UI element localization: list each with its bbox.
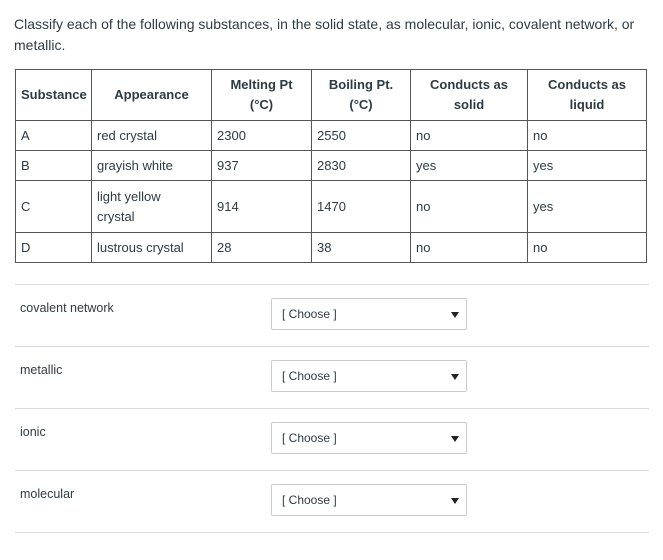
- caret-down-icon: [451, 498, 459, 504]
- header-melting-point: Melting Pt (°C): [212, 70, 312, 121]
- cell-melting: 28: [212, 233, 312, 263]
- cell-conducts-solid: no: [411, 121, 528, 151]
- cell-conducts-liquid: yes: [528, 181, 647, 233]
- classification-dropdown[interactable]: [271, 360, 467, 392]
- cell-conducts-liquid: no: [528, 233, 647, 263]
- answer-label: ionic: [20, 425, 46, 439]
- cell-substance: D: [16, 233, 92, 263]
- answer-label: metallic: [20, 363, 63, 377]
- dropdown-selected-value: [ Choose ]: [282, 307, 337, 321]
- cell-substance: C: [16, 181, 92, 233]
- cell-substance: B: [16, 151, 92, 181]
- cell-melting: 914: [212, 181, 312, 233]
- cell-melting: 937: [212, 151, 312, 181]
- dropdown-selected-value: [ Choose ]: [282, 431, 337, 445]
- answer-row-ionic: [15, 408, 649, 470]
- cell-appearance: grayish white: [92, 151, 212, 181]
- cell-conducts-liquid: no: [528, 121, 647, 151]
- caret-down-icon: [451, 436, 459, 442]
- table-row: [16, 121, 647, 151]
- dropdown-selected-value: [ Choose ]: [282, 493, 337, 507]
- substance-table: [15, 69, 647, 263]
- header-conducts-solid: Conducts as solid: [411, 70, 528, 121]
- cell-boiling: 38: [312, 233, 411, 263]
- classification-dropdown[interactable]: [271, 422, 467, 454]
- table-row: [16, 151, 647, 181]
- cell-appearance: light yellow crystal: [92, 181, 212, 233]
- cell-conducts-solid: no: [411, 233, 528, 263]
- table-row: [16, 233, 647, 263]
- header-appearance: Appearance: [92, 70, 212, 121]
- classification-dropdown[interactable]: [271, 484, 467, 516]
- header-substance: Substance: [16, 70, 92, 121]
- cell-substance: A: [16, 121, 92, 151]
- answer-row-molecular: [15, 470, 649, 533]
- caret-down-icon: [451, 312, 459, 318]
- cell-conducts-liquid: yes: [528, 151, 647, 181]
- cell-boiling: 1470: [312, 181, 411, 233]
- answer-row-metallic: [15, 346, 649, 408]
- caret-down-icon: [451, 374, 459, 380]
- answer-label: molecular: [20, 487, 75, 501]
- classification-dropdown[interactable]: [271, 298, 467, 330]
- cell-boiling: 2830: [312, 151, 411, 181]
- dropdown-selected-value: [ Choose ]: [282, 369, 337, 383]
- header-conducts-liquid: Conducts as liquid: [528, 70, 647, 121]
- question-text: Classify each of the following substances, in the solid state, as molecular, ionic, covalent network, or metallic.: [14, 16, 635, 53]
- header-boiling-point: Boiling Pt. (°C): [312, 70, 411, 121]
- answer-label: covalent network: [20, 301, 114, 315]
- cell-boiling: 2550: [312, 121, 411, 151]
- table-header-row: [16, 70, 647, 121]
- answer-row-covalent-network: [15, 284, 649, 346]
- cell-appearance: red crystal: [92, 121, 212, 151]
- cell-appearance: lustrous crystal: [92, 233, 212, 263]
- answer-list: [15, 284, 649, 533]
- cell-conducts-solid: yes: [411, 151, 528, 181]
- table-row: [16, 181, 647, 233]
- cell-melting: 2300: [212, 121, 312, 151]
- cell-conducts-solid: no: [411, 181, 528, 233]
